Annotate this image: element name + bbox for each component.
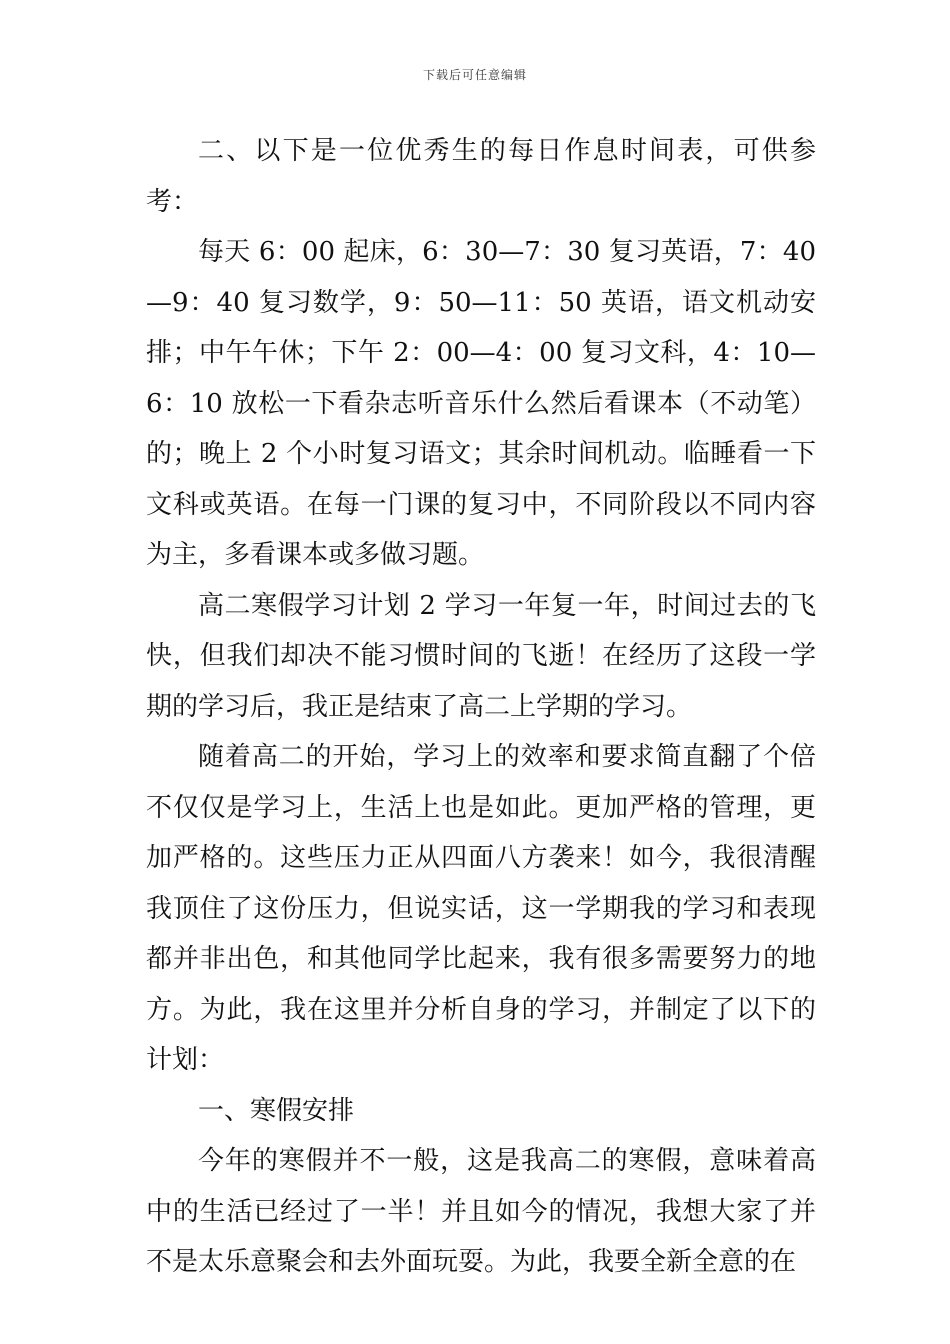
page-header-note: 下载后可任意编辑 xyxy=(422,68,527,82)
paragraph-schedule-heading: 二、以下是一位优秀生的每日作息时间表，可供参考： xyxy=(146,136,816,217)
paragraph-daily-schedule: 每天 6：00 起床，6：30—7：30 复习英语，7：40—9：40 复习数学，9：50—11：50 英语，语文机动安排；中午午休；下午 2：00—4：00 复习文科，4：10—6：10 放松一下看杂志听音乐什么然后看课本（不动笔）的；晚上 2 个小时复习语文；其余时间机动。临睡看一下文科或英语。在每一门课的复习中，不同阶段以不同内容为主，多看课本或多做习题。 xyxy=(146,237,816,570)
document-body xyxy=(146,126,816,1288)
section-heading-winter-break: 一、寒假安排 xyxy=(198,1095,355,1126)
paragraph-pressure: 随着高二的开始，学习上的效率和要求简直翻了个倍不仅仅是学习上，生活上也是如此。更加严格的管理，更加严格的。这些压力正从四面八方袭来！如今，我很清醒我顶住了这份压力，但说实话，这一学期我的学习和表现都并非出色，和其他同学比起来，我有很多需要努力的地方。为此，我在这里并分析自身的学习，并制定了以下的计划： xyxy=(146,742,816,1075)
paragraph-intro: 高二寒假学习计划 2 学习一年复一年，时间过去的飞快，但我们却决不能习惯时间的飞逝！在经历了这段一学期的学习后，我正是结束了高二上学期的学习。 xyxy=(146,590,816,722)
paragraph-winter-break: 今年的寒假并不一般，这是我高二的寒假，意味着高中的生活已经过了一半！并且如今的情况，我想大家了并不是太乐意聚会和去外面玩耍。为此，我要全新全意的在 xyxy=(146,1146,816,1277)
